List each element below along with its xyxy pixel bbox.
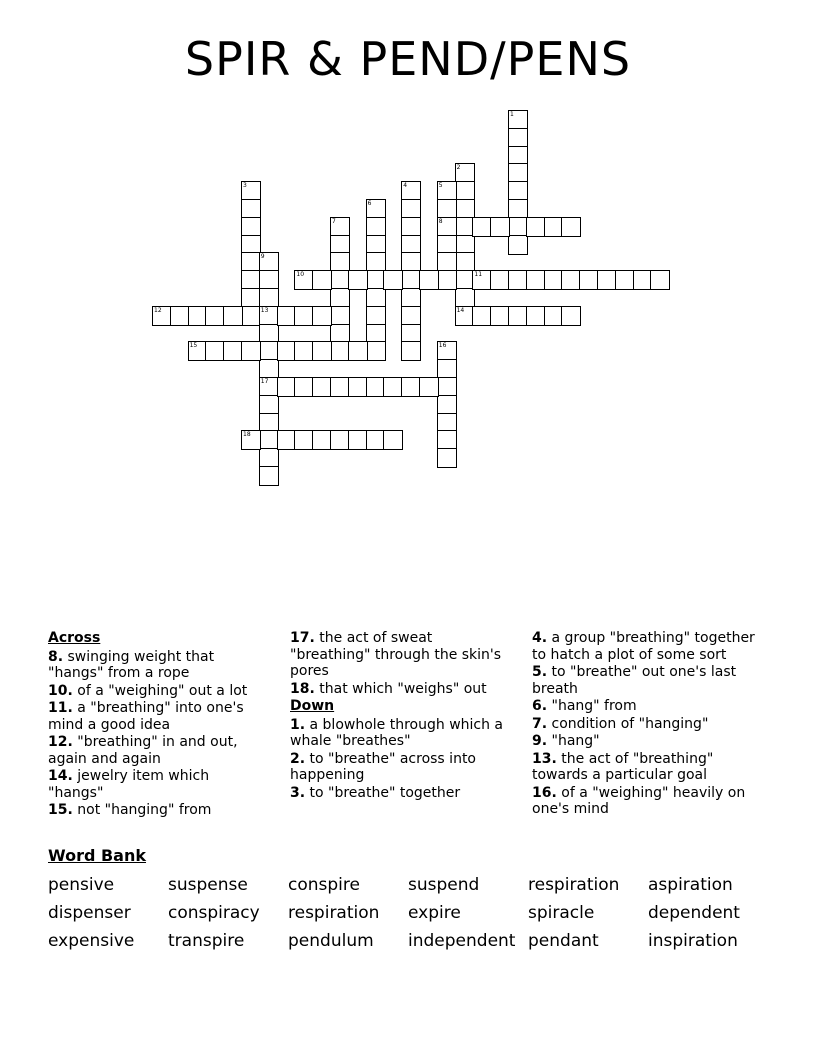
word-bank-title: Word Bank [48, 846, 147, 865]
clue-down-3: 3. to "breathe" together [290, 784, 461, 801]
cell-number: 11 [474, 271, 483, 279]
crossword-cell[interactable] [561, 306, 581, 326]
cell-number: 12 [154, 306, 162, 314]
word-bank-word: respiration [288, 903, 380, 923]
crossword-cell[interactable] [241, 430, 261, 450]
crossword-cell[interactable] [312, 270, 332, 290]
crossword-cell[interactable] [419, 270, 439, 290]
word-bank-word: transpire [168, 931, 245, 951]
down-header: Down [290, 698, 335, 714]
clue-down-5: 5. to "breathe" out one's last breath [532, 664, 737, 697]
word-bank-word: aspiration [648, 875, 733, 895]
word-bank-word: dispenser [48, 903, 131, 923]
clue-across-11: 11. a "breathing" into one's mind a good idea [48, 700, 244, 733]
cell-number: 15 [189, 342, 198, 350]
across-header: Across [48, 630, 101, 646]
crossword-cell[interactable] [437, 448, 457, 468]
clue-down-6: 6. "hang" from [532, 698, 637, 714]
clue-across-14: 14. jewelry item which "hangs" [48, 768, 210, 801]
word-bank-word: respiration [528, 875, 620, 895]
clue-across-12: 12. "breathing" in and out, again and again [48, 734, 238, 767]
crossword-cell[interactable] [366, 341, 386, 361]
crossword-cell[interactable] [401, 341, 421, 361]
crossword-cell[interactable] [348, 341, 368, 361]
clue-across-10: 10. of a "weighing" out a lot [48, 682, 248, 699]
cell-number: 16 [438, 342, 447, 350]
crossword-cell[interactable] [561, 217, 581, 237]
cell-number: 4 [403, 182, 408, 190]
cell-number: 18 [243, 431, 251, 439]
cell-number: 9 [260, 253, 265, 261]
cell-number: 3 [243, 182, 247, 190]
crossword-cell[interactable] [419, 377, 439, 397]
crossword-cell[interactable] [490, 217, 510, 237]
crossword-cell[interactable] [312, 306, 332, 326]
crossword-cell[interactable] [508, 235, 528, 255]
word-bank-word: expensive [48, 931, 135, 951]
clue-down-13: 13. the act of "breathing" towards a particular goal [532, 750, 714, 783]
crossword-cell[interactable] [383, 270, 403, 290]
cell-number: 10 [296, 271, 305, 279]
clues-column-1 [48, 630, 268, 820]
cell-number: 14 [456, 306, 465, 314]
cell-number: 5 [438, 182, 443, 190]
clue-across-8: 8. swinging weight that "hangs" from a rope [48, 648, 215, 681]
clue-down-16: 16. of a "weighing" heavily on one's mind [532, 784, 746, 817]
cell-number: 7 [332, 217, 336, 225]
cell-number: 17 [260, 378, 269, 385]
crossword-cell[interactable] [348, 270, 368, 290]
word-bank-word: expire [408, 903, 461, 923]
word-bank-word: conspiracy [168, 903, 260, 923]
cell-number: 6 [367, 200, 372, 207]
crossword-cell[interactable] [241, 341, 261, 361]
cell-number: 2 [456, 164, 461, 172]
crossword-cell[interactable] [383, 430, 403, 450]
word-bank-word: pendant [528, 931, 599, 951]
cell-number: 8 [438, 217, 443, 225]
word-bank-word: suspense [168, 875, 248, 895]
word-bank-word: inspiration [648, 931, 738, 951]
clue-down-2: 2. to "breathe" across into happening [290, 750, 476, 783]
word-bank-word: pendulum [288, 931, 374, 951]
word-bank-word: suspend [408, 875, 480, 895]
page-title: SPIR & PEND/PENS [184, 32, 632, 86]
clue-across-18: 18. that which "weighs" out [290, 680, 487, 697]
cell-number: 1 [510, 111, 514, 118]
crossword-cell[interactable] [437, 270, 457, 290]
clue-down-4: 4. a group "breathing" together to hatch a plot of some sort [532, 630, 755, 663]
crossword-cell[interactable] [223, 306, 243, 326]
clues-column-3 [532, 630, 757, 819]
clue-down-1: 1. a blowhole through which a whale "breathes" [290, 716, 503, 749]
clues-column-2 [290, 630, 515, 802]
cell-number: 13 [260, 306, 269, 314]
word-bank-word: spiracle [528, 903, 595, 923]
clue-down-9: 9. "hang" [532, 733, 600, 749]
crossword-cell[interactable] [312, 341, 332, 361]
clue-across-17: 17. the act of sweat "breathing" through the skin's pores [290, 630, 502, 679]
crossword-cell[interactable] [259, 466, 279, 486]
word-bank-word: dependent [648, 903, 740, 923]
word-bank-word: independent [408, 931, 516, 951]
crossword-cell[interactable] [650, 270, 670, 290]
word-bank-word: conspire [288, 875, 360, 895]
clue-across-15: 15. not "hanging" from [48, 802, 212, 818]
word-bank-word: pensive [48, 875, 115, 895]
clue-down-7: 7. condition of "hanging" [532, 715, 709, 732]
